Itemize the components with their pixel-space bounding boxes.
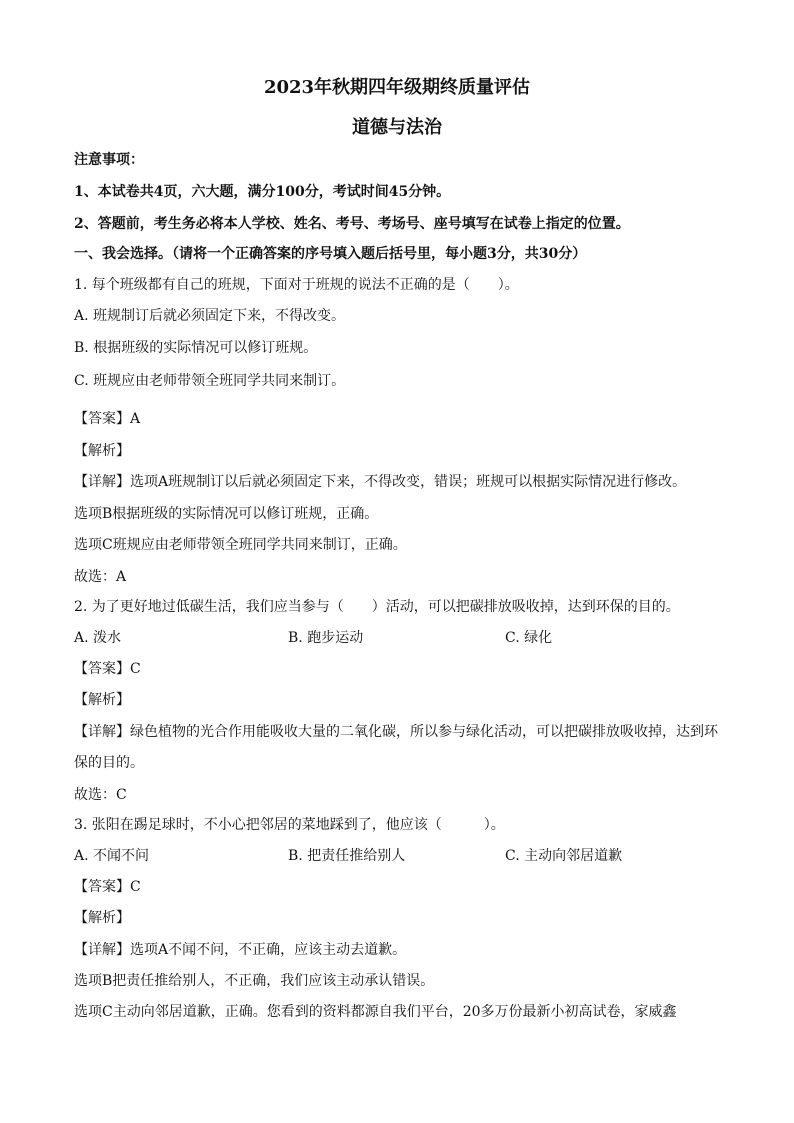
question-3-answer: 【答案】C xyxy=(74,879,141,895)
question-3-stem: 3. 张阳在踢足球时，不小心把邻居的菜地踩到了，他应该（ ）。 xyxy=(74,817,505,833)
question-1-detail-2: 选项B根据班级的实际情况可以修订班规，正确。 xyxy=(74,506,379,522)
question-1-option-b: B. 根据班级的实际情况可以修订班规。 xyxy=(74,340,318,356)
question-2-detail-1-cont: 保的目的。 xyxy=(74,755,144,771)
notes-heading: 注意事项： xyxy=(74,152,144,168)
question-2-option-c: C. 绿化 xyxy=(505,630,553,646)
question-1-stem: 1. 每个班级都有自己的班规，下面对于班规的说法不正确的是（ ）。 xyxy=(74,277,519,293)
question-3-option-c: C. 主动向邻居道歉 xyxy=(505,848,623,864)
question-2-analysis: 【解析】 xyxy=(74,692,130,708)
question-2-option-a: A. 泼水 xyxy=(74,630,122,646)
question-3-option-a: A. 不闻不问 xyxy=(74,848,150,864)
question-2-choice: 故选：C xyxy=(74,787,127,803)
question-1-option-a: A. 班规制订后就必须固定下来，不得改变。 xyxy=(74,308,346,324)
subject-title: 道德与法治 xyxy=(352,117,442,138)
exam-title: 2023年秋期四年级期终质量评估 xyxy=(263,77,531,98)
question-2-option-b: B. 跑步运动 xyxy=(288,630,364,646)
question-1-detail-3: 选项C班规应由老师带领全班同学共同来制订，正确。 xyxy=(74,537,407,553)
question-3-option-b: B. 把责任推给别人 xyxy=(288,848,406,864)
note-item-1: 1、本试卷共4页，六大题，满分100分，考试时间45分钟。 xyxy=(74,184,451,200)
question-3-detail-2: 选项B把责任推给别人，不正确，我们应该主动承认错误。 xyxy=(74,973,435,989)
question-2-stem: 2. 为了更好地过低碳生活，我们应当参与（ ）活动，可以把碳排放吸收掉，达到环保的目的。 xyxy=(74,599,680,615)
question-1-option-c: C. 班规应由老师带领全班同学共同来制订。 xyxy=(74,373,346,389)
question-1-choice: 故选：A xyxy=(74,569,127,585)
question-2-answer: 【答案】C xyxy=(74,661,141,677)
question-2-detail-1: 【详解】绿色植物的光合作用能吸收大量的二氧化碳，所以参与绿化活动，可以把碳排放吸收掉，达到环 xyxy=(74,724,718,740)
question-1-answer: 【答案】A xyxy=(74,411,141,427)
note-item-2: 2、答题前，考生务必将本人学校、姓名、考号、考场号、座号填写在试卷上指定的位置。 xyxy=(74,216,630,232)
section-heading: 一、我会选择。（请将一个正确答案的序号填入题后括号里，每小题3分，共30分） xyxy=(74,246,587,262)
question-1-analysis: 【解析】 xyxy=(74,443,130,459)
question-3-detail-1: 【详解】选项A不闻不问，不正确，应该主动去道歉。 xyxy=(74,942,407,958)
question-3-analysis: 【解析】 xyxy=(74,910,130,926)
question-3-detail-3: 选项C主动向邻居道歉，正确。您看到的资料都源自我们平台，20多万份最新小初高试卷，家威鑫 xyxy=(74,1004,677,1020)
question-1-detail-1: 【详解】选项A班规制订以后就必须固定下来，不得改变，错误；班规可以根据实际情况进行修改。 xyxy=(74,474,687,490)
